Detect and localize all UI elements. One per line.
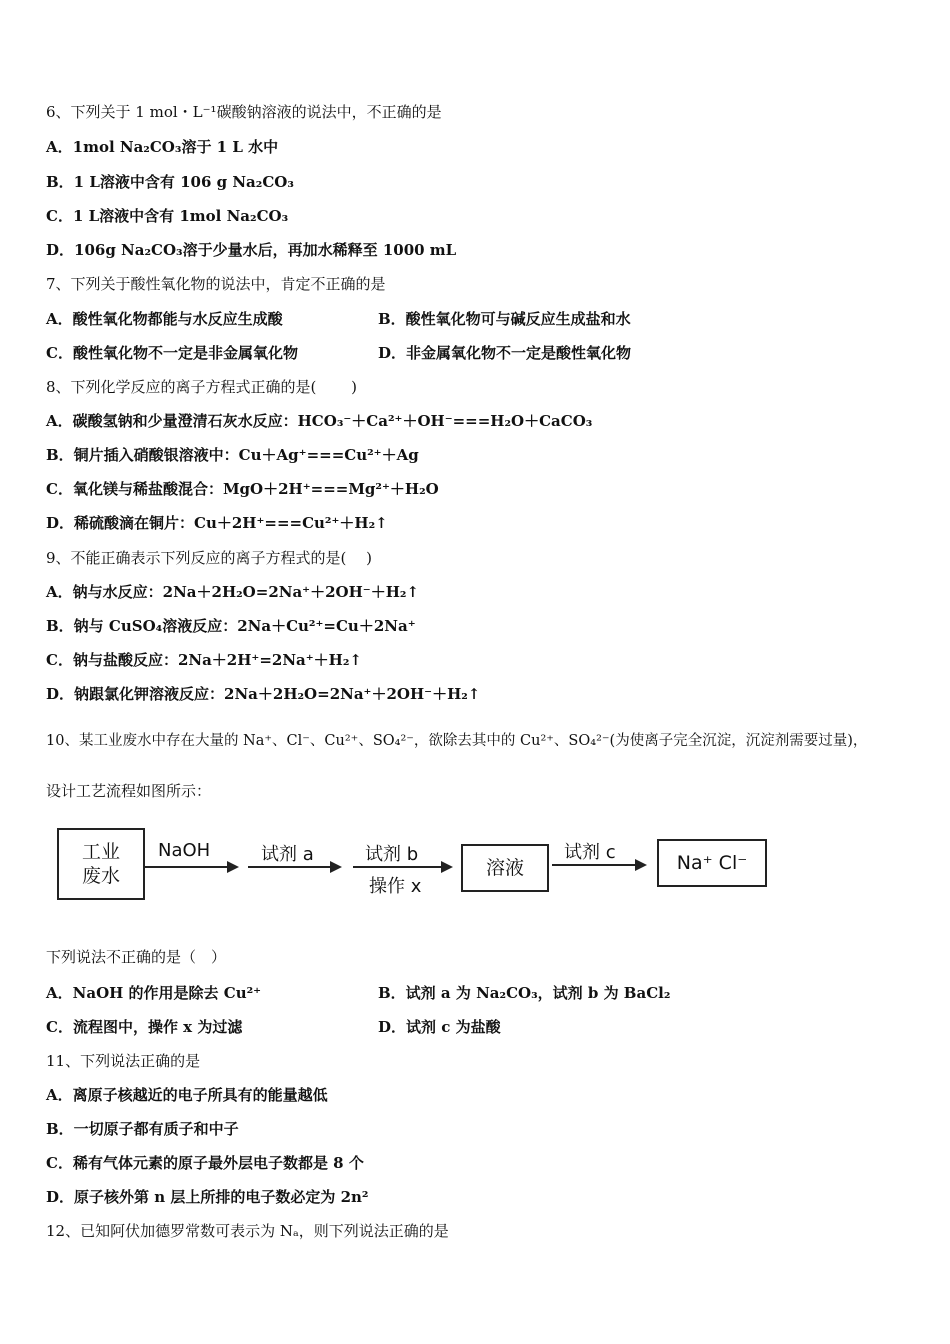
q6-option-d: D．106g Na₂CO₃溶于少量水后，再加水稀释至 1000 mL: [46, 241, 457, 259]
flow-arrow-4: [552, 864, 645, 866]
q9-option-b: B．钠与 CuSO₄溶液反应：2Na＋Cu²⁺=Cu＋2Na⁺: [46, 617, 416, 635]
flow-label-operation-x: 操作 x: [369, 876, 422, 897]
q8-option-a: A．碳酸氢钠和少量澄清石灰水反应：HCO₃⁻＋Ca²⁺＋OH⁻===H₂O＋CaCO₃: [46, 412, 593, 430]
q11-option-c: C．稀有气体元素的原子最外层电子数都是 8 个: [46, 1154, 364, 1172]
q7-stem: 7、下列关于酸性氧化物的说法中，肯定不正确的是: [46, 275, 386, 293]
q8-stem: 8、下列化学反应的离子方程式正确的是( ): [46, 378, 358, 396]
flow-arrow-3: [353, 866, 451, 868]
q11-option-b: B．一切原子都有质子和中子: [46, 1120, 239, 1138]
q8-option-c: C．氧化镁与稀盐酸混合：MgO＋2H⁺===Mg²⁺＋H₂O: [46, 480, 439, 498]
process-flow-diagram: [55, 826, 775, 906]
q6-stem: 6、下列关于 1 mol・L⁻¹碳酸钠溶液的说法中，不正确的是: [46, 103, 442, 121]
q8-option-b: B．铜片插入硝酸银溶液中：Cu＋Ag⁺===Cu²⁺＋Ag: [46, 446, 419, 464]
flow-box-solution: 溶液: [461, 844, 549, 892]
q7-option-d: D．非金属氧化物不一定是酸性氧化物: [378, 344, 632, 362]
q11-option-a: A．离原子核越近的电子所具有的能量越低: [46, 1086, 328, 1104]
q10-option-b: B．试剂 a 为 Na₂CO₃，试剂 b 为 BaCl₂: [378, 984, 671, 1002]
q10-stem-line2: 设计工艺流程如图所示：: [46, 782, 212, 800]
flow-box-na-cl: Na⁺ Cl⁻: [657, 839, 767, 887]
q11-stem: 11、下列说法正确的是: [46, 1052, 201, 1070]
q6-option-a: A．1mol Na₂CO₃溶于 1 L 水中: [46, 138, 279, 156]
q9-option-c: C．钠与盐酸反应：2Na＋2H⁺=2Na⁺＋H₂↑: [46, 651, 362, 669]
flow-arrow-2: [248, 866, 340, 868]
q10-stem-line1: 10、某工业废水中存在大量的 Na⁺、Cl⁻、Cu²⁺、SO₄²⁻，欲除去其中的 Cu²⁺、SO₄²⁻(为使离子完全沉淀，沉淀剂需要过量)，: [46, 733, 868, 749]
q9-option-a: A．钠与水反应：2Na＋2H₂O=2Na⁺＋2OH⁻＋H₂↑: [46, 583, 420, 601]
flow-label-reagent-b: 试剂 b: [365, 844, 419, 865]
q8-option-d: D．稀硫酸滴在铜片：Cu＋2H⁺===Cu²⁺＋H₂↑: [46, 514, 388, 532]
flow-label-reagent-a: 试剂 a: [261, 844, 314, 865]
q7-option-c: C．酸性氧化物不一定是非金属氧化物: [46, 344, 298, 362]
flow-box-industrial-wastewater: 工业 废水: [57, 828, 145, 900]
flow-arrow-1: [145, 866, 237, 868]
q10-question: 下列说法不正确的是（ ）: [46, 948, 227, 966]
flow-label-naoh: NaOH: [158, 840, 211, 861]
q6-option-b: B．1 L溶液中含有 106 g Na₂CO₃: [46, 173, 294, 191]
q9-option-d: D．钠跟氯化钾溶液反应：2Na＋2H₂O=2Na⁺＋2OH⁻＋H₂↑: [46, 685, 481, 703]
q10-option-d: D．试剂 c 为盐酸: [378, 1018, 501, 1036]
q7-option-b: B．酸性氧化物可与碱反应生成盐和水: [378, 310, 631, 328]
q7-option-a: A．酸性氧化物都能与水反应生成酸: [46, 310, 283, 328]
q6-option-c: C．1 L溶液中含有 1mol Na₂CO₃: [46, 207, 289, 225]
q11-option-d: D．原子核外第 n 层上所排的电子数必定为 2n²: [46, 1188, 369, 1206]
q10-option-a: A．NaOH 的作用是除去 Cu²⁺: [46, 984, 262, 1002]
q9-stem: 9、不能正确表示下列反应的离子方程式的是( ): [46, 549, 373, 567]
q12-stem: 12、已知阿伏加德罗常数可表示为 Nₐ，则下列说法正确的是: [46, 1222, 449, 1240]
q10-option-c: C．流程图中，操作 x 为过滤: [46, 1018, 243, 1036]
flow-label-reagent-c: 试剂 c: [564, 842, 616, 863]
